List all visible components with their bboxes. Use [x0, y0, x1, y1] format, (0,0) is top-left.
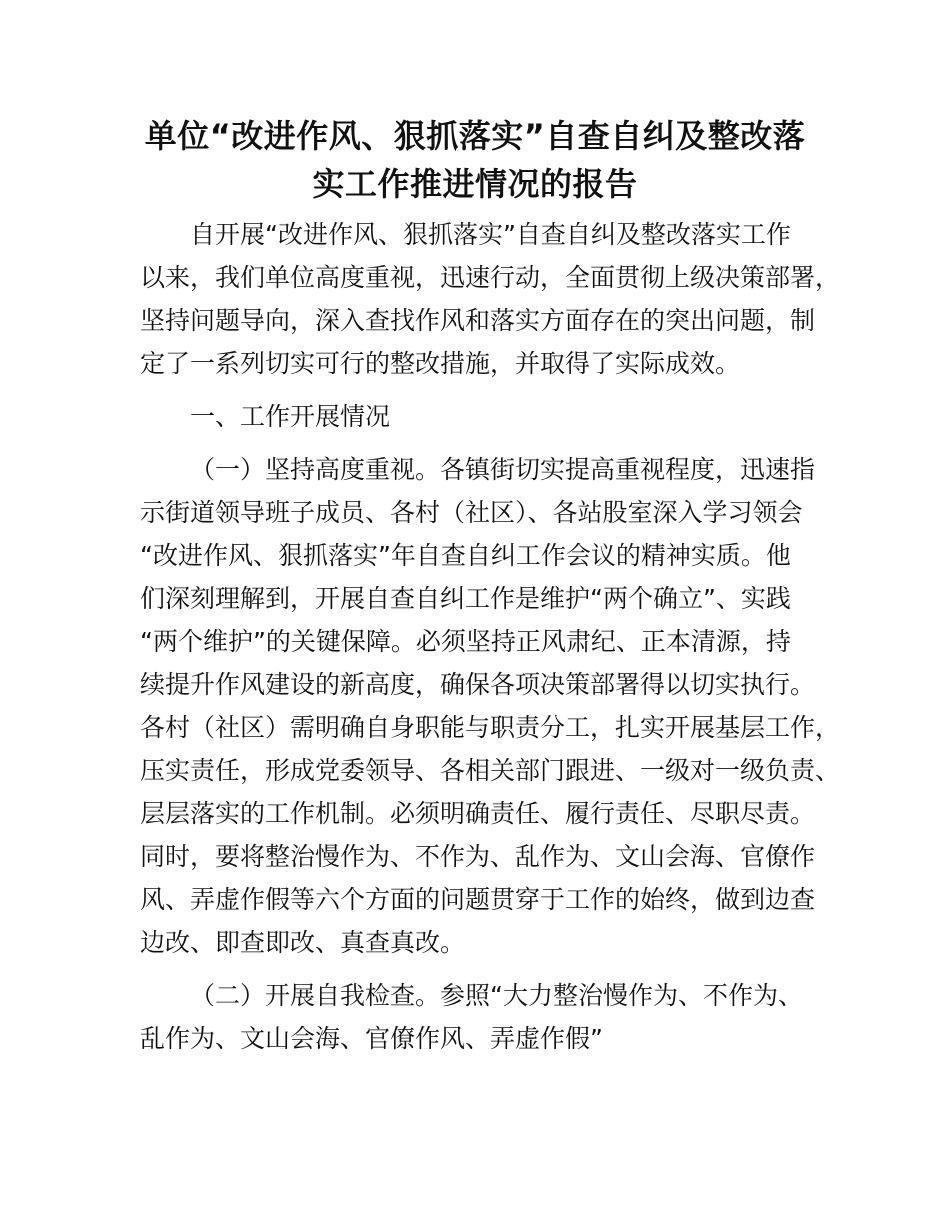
- paragraph-line: （一）坚持高度重视。各镇街切实提高重视程度，迅速指: [190, 455, 816, 484]
- paragraph-line: 定了一系列切实可行的整改措施，并取得了实际成效。: [140, 349, 741, 378]
- heading-line: 一、工作开展情况: [190, 402, 391, 431]
- paragraph-intro: [140, 213, 840, 385]
- paragraph-line: “两个维护”的关键保障。必须坚持正风肃纪、正本清源，持: [140, 627, 791, 656]
- paragraph-section-2: [140, 974, 840, 1060]
- paragraph-line: 乱作为、文山会海、官僚作风、弄虚作假”: [140, 1024, 603, 1053]
- paragraph-line: 压实责任，形成党委领导、各相关部门跟进、一级对一级负责、: [140, 756, 841, 785]
- paragraph-line: 自开展“改进作风、狠抓落实”自查自纠及整改落实工作: [190, 220, 791, 249]
- title-line: 实工作推进情况的报告: [312, 165, 638, 203]
- paragraph-line: 层层落实的工作机制。必须明确责任、履行责任、尽职尽责。: [140, 799, 816, 828]
- title-line: 单位“改进作风、狠抓落实”自查自纠及整改落: [144, 117, 806, 155]
- document-body: [140, 213, 840, 1060]
- paragraph-line: （二）开展自我检查。参照“大力整治慢作为、不作为、: [190, 981, 803, 1010]
- paragraph-line: 们深刻理解到，开展自查自纠工作是维护“两个确立”、实践: [140, 584, 791, 613]
- document-title: [135, 112, 815, 208]
- paragraph-line: 风、弄虚作假等六个方面的问题贯穿于工作的始终，做到边查: [140, 885, 816, 914]
- section-heading: [140, 395, 840, 438]
- paragraph-line: 续提升作风建设的新高度，确保各项决策部署得以切实执行。: [140, 670, 816, 699]
- paragraph-line: 同时，要将整治慢作为、不作为、乱作为、文山会海、官僚作: [140, 842, 816, 871]
- paragraph-line: “改进作风、狠抓落实”年自查自纠工作会议的精神实质。他: [140, 541, 791, 570]
- paragraph-line: 各村（社区）需明确自身职能与职责分工，扎实开展基层工作，: [140, 713, 841, 742]
- paragraph-line: 边改、即查即改、真查真改。: [140, 928, 466, 957]
- paragraph-section-1: [140, 448, 840, 964]
- paragraph-line: 示街道领导班子成员、各村（社区）、各站股室深入学习领会: [140, 498, 803, 527]
- paragraph-line: 坚持问题导向，深入查找作风和落实方面存在的突出问题，制: [140, 306, 816, 335]
- paragraph-line: 以来，我们单位高度重视，迅速行动，全面贯彻上级决策部署，: [140, 263, 841, 292]
